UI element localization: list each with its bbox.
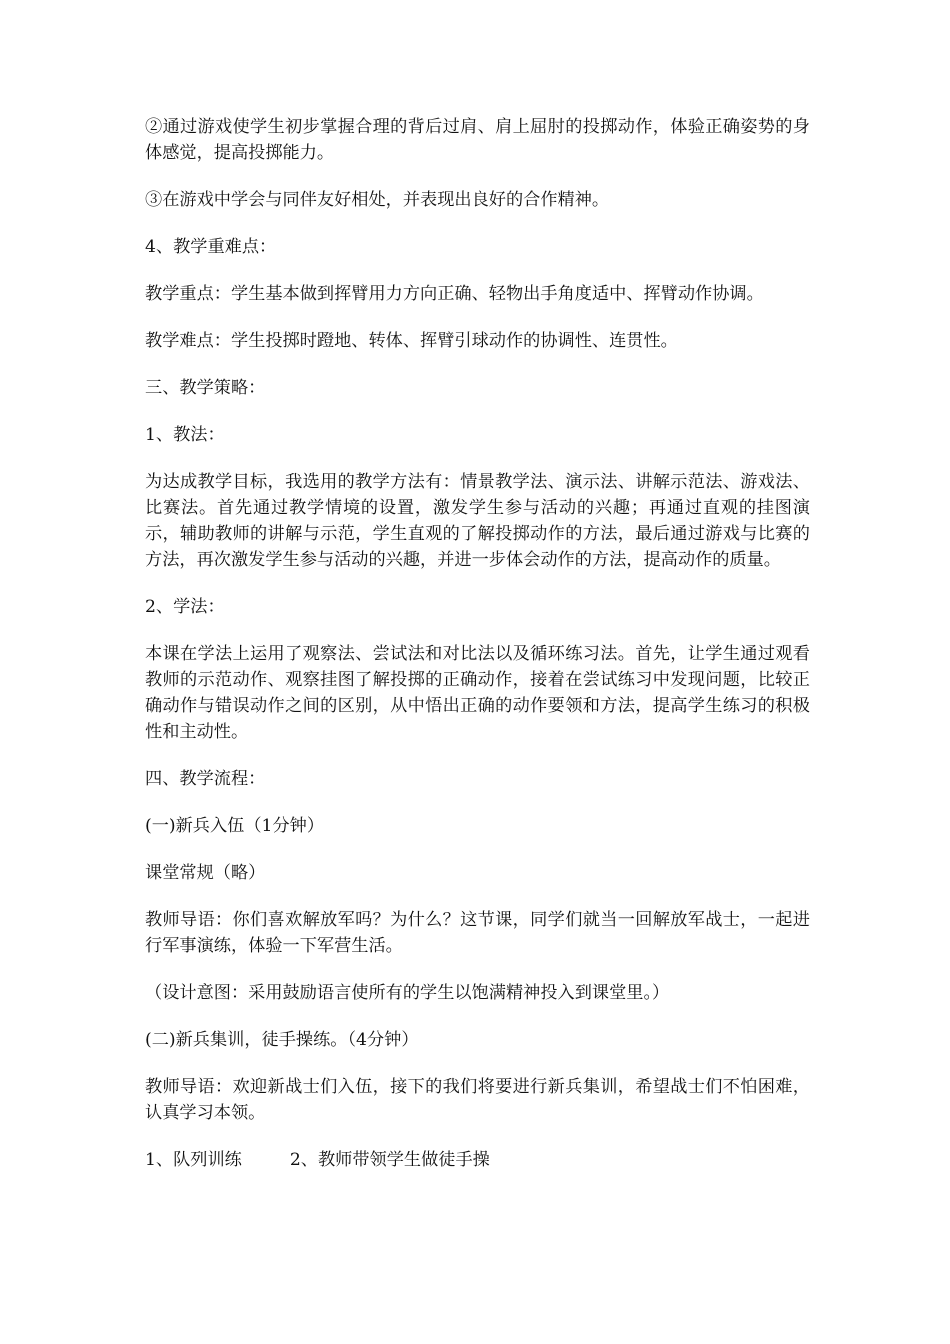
paragraph-difficult-point: 教学难点：学生投掷时蹬地、转体、挥臂引球动作的协调性、连贯性。 <box>145 331 678 351</box>
paragraph-class-routine: 课堂常规（略） <box>145 863 266 883</box>
training-item-1: 1、队列训练 <box>145 1150 242 1170</box>
paragraph-teaching-method: 为达成教学目标，我选用的教学方法有：情景教学法、演示法、讲解示范法、游戏法、比赛法。首先通过教学情境的设置，激发学生参与活动的兴趣；再通过直观的挂图演示，辅助教师的讲解与示范，学生直观的了解投掷动作的方法，最后通过游戏与比赛的方法，再次激发学生参与活动的兴趣，并进一步体会动作的方法，提高动作的质量。 <box>145 472 810 570</box>
heading-teaching-method: 1、教法： <box>145 425 225 445</box>
heading-learning-method: 2、学法： <box>145 597 225 617</box>
paragraph-objective-2: ②通过游戏使学生初步掌握合理的背后过肩、肩上屈肘的投掷动作，体验正确姿势的身体感觉，提高投掷能力。 <box>145 117 810 163</box>
paragraph-training-items <box>145 1147 810 1173</box>
heading-teaching-strategy: 三、教学策略： <box>145 378 266 398</box>
heading-teaching-process: 四、教学流程： <box>145 769 266 789</box>
paragraph-teacher-intro-1: 教师导语：你们喜欢解放军吗？为什么？这节课，同学们就当一回解放军战士，一起进行军事演练，体验一下军营生活。 <box>145 910 810 956</box>
paragraph-key-point: 教学重点：学生基本做到挥臂用力方向正确、轻物出手角度适中、挥臂动作协调。 <box>145 284 764 304</box>
heading-section-two: (二)新兵集训，徒手操练。（4分钟） <box>145 1030 419 1050</box>
paragraph-learning-method: 本课在学法上运用了观察法、尝试法和对比法以及循环练习法。首先，让学生通过观看教师的示范动作、观察挂图了解投掷的正确动作，接着在尝试练习中发现问题，比较正确动作与错误动作之间的区别，从中悟出正确的动作要领和方法，提高学生练习的积极性和主动性。 <box>145 644 810 742</box>
paragraph-design-intent: （设计意图：采用鼓励语言使所有的学生以饱满精神投入到课堂里。） <box>145 983 670 1003</box>
heading-section-one: (一)新兵入伍（1分钟） <box>145 816 325 836</box>
training-item-2: 2、教师带领学生做徒手操 <box>289 1150 490 1170</box>
heading-key-points: 4、教学重难点： <box>145 237 277 257</box>
paragraph-objective-3: ③在游戏中学会与同伴友好相处，并表现出良好的合作精神。 <box>145 190 610 210</box>
paragraph-teacher-intro-2: 教师导语：欢迎新战士们入伍，接下的我们将要进行新兵集训，希望战士们不怕困难，认真学习本领。 <box>145 1077 810 1123</box>
